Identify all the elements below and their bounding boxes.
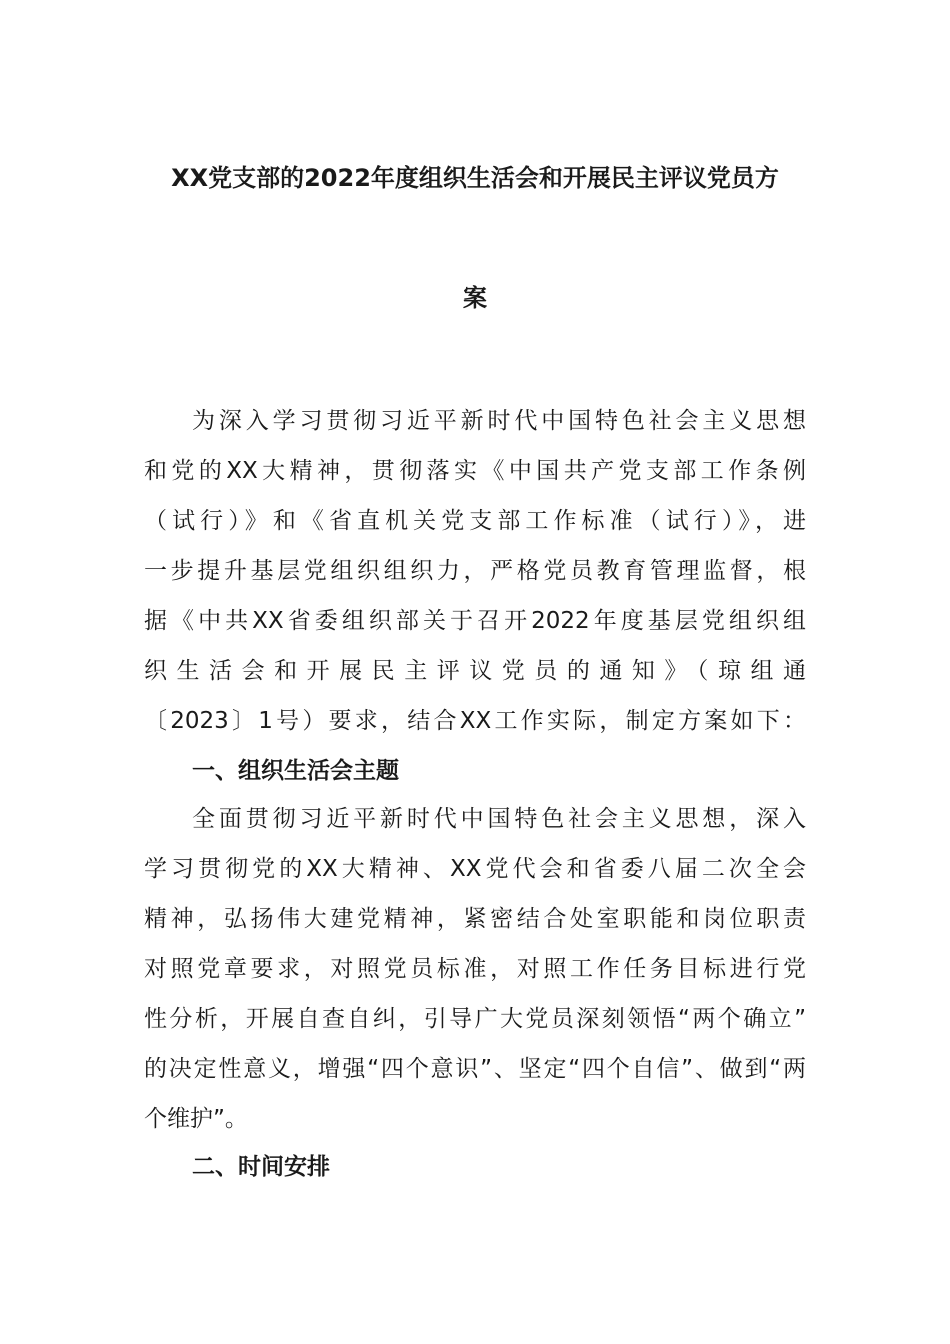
section-1-line: 精神，弘扬伟大建党精神，紧密结合处室职能和岗位职责 [144, 906, 806, 932]
section-1-heading: 一、组织生活会主题 [192, 758, 399, 784]
section-1-line: 个维护”。 [144, 1106, 248, 1132]
document-title-line-1: XX党支部的2022年度组织生活会和开展民主评议党员方 [171, 164, 779, 192]
document-title-line-2: 案 [463, 284, 487, 312]
intro-paragraph [144, 396, 806, 796]
intro-line: （试行）》和《省直机关党支部工作标准（试行）》，进 [144, 508, 806, 534]
section-2-heading: 二、时间安排 [192, 1154, 330, 1180]
section-1-line: 对照党章要求，对照党员标准，对照工作任务目标进行党 [144, 956, 806, 982]
section-1-line: 性分析，开展自查自纠，引导广大党员深刻领悟“两个确立” [144, 1006, 806, 1032]
intro-line: 〔2023〕1号）要求，结合XX工作实际，制定方案如下： [144, 708, 806, 734]
section-1-paragraph [144, 794, 806, 1144]
section-1-line: 学习贯彻党的XX大精神、XX党代会和省委八届二次全会 [144, 856, 806, 882]
intro-line: 据《中共XX省委组织部关于召开2022年度基层党组织组 [144, 608, 806, 634]
section-1-line: 全面贯彻习近平新时代中国特色社会主义思想，深入 [192, 806, 806, 832]
intro-line: 织生活会和开展民主评议党员的通知》（琼组通 [144, 658, 806, 684]
intro-line: 一步提升基层党组织组织力，严格党员教育管理监督，根 [144, 558, 806, 584]
intro-line: 为深入学习贯彻习近平新时代中国特色社会主义思想 [192, 408, 806, 434]
section-1-line: 的决定性意义，增强“四个意识”、坚定“四个自信”、做到“两 [144, 1056, 806, 1082]
intro-line: 和党的XX大精神，贯彻落实《中国共产党支部工作条例 [144, 458, 806, 484]
